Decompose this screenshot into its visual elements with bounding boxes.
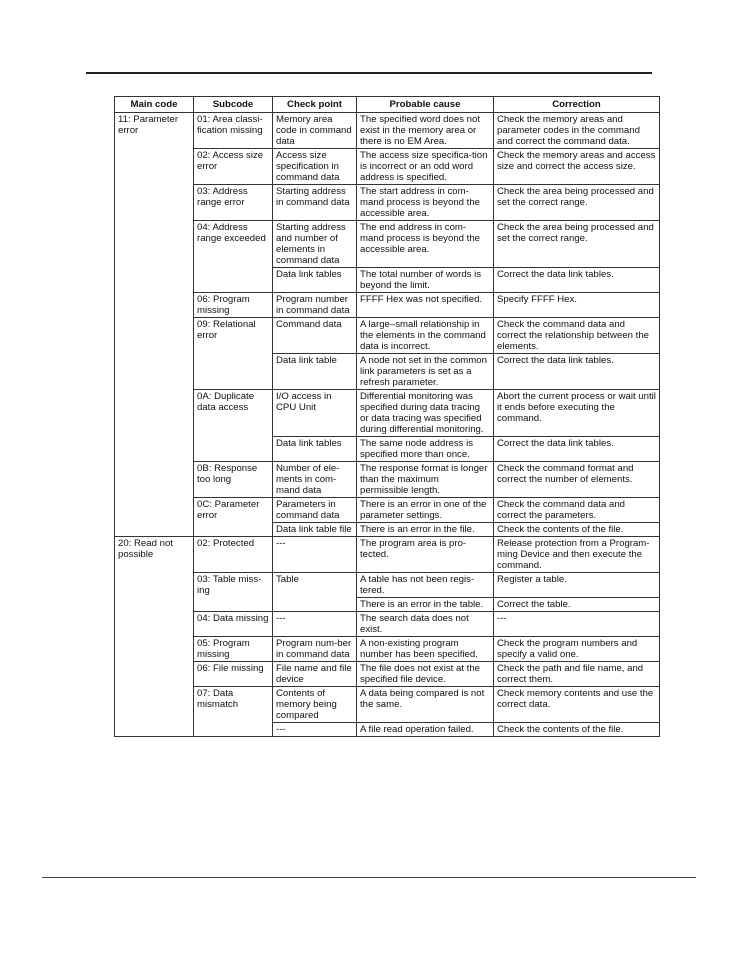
correction-cell: Specify FFFF Hex. — [494, 293, 660, 318]
check-point-cell: Data link table — [273, 354, 357, 390]
probable-cause-cell: The same node address is specified more than once. — [357, 437, 494, 462]
check-point-cell: Memory area code in command data — [273, 113, 357, 149]
correction-cell: Check the command data and correct the parameters. — [494, 498, 660, 523]
probable-cause-cell: The end address in com-mand process is beyond the accessible area. — [357, 221, 494, 268]
correction-cell: Check the path and file name, and correct them. — [494, 662, 660, 687]
probable-cause-cell: There is an error in the table. — [357, 598, 494, 612]
table-row — [115, 293, 660, 318]
header-subcode: Subcode — [194, 97, 273, 113]
subcode-cell: 01: Area classi-fication missing — [194, 113, 273, 149]
error-code-table — [114, 96, 660, 737]
check-point-cell: Access size specification in command data — [273, 149, 357, 185]
subcode-cell: 0B: Response too long — [194, 462, 273, 498]
header-probable-cause: Probable cause — [357, 97, 494, 113]
probable-cause-cell: A table has not been regis-tered. — [357, 573, 494, 598]
table-row — [115, 185, 660, 221]
probable-cause-cell: A data being compared is not the same. — [357, 687, 494, 723]
subcode-cell: 0C: Parameter error — [194, 498, 273, 537]
probable-cause-cell: The specified word does not exist in the memory area or there is no EM Area. — [357, 113, 494, 149]
correction-cell: Check the command data and correct the relationship between the elements. — [494, 318, 660, 354]
table-row — [115, 149, 660, 185]
probable-cause-cell: The total number of words is beyond the limit. — [357, 268, 494, 293]
table-row — [115, 113, 660, 149]
probable-cause-cell: The program area is pro-tected. — [357, 537, 494, 573]
probable-cause-cell: A non-existing program number has been specified. — [357, 637, 494, 662]
subcode-cell: 07: Data mismatch — [194, 687, 273, 737]
check-point-cell: Number of ele-ments in com-mand data — [273, 462, 357, 498]
subcode-cell: 02: Protected — [194, 537, 273, 573]
table-row — [115, 637, 660, 662]
check-point-cell: Starting address and number of elements in command data — [273, 221, 357, 268]
probable-cause-cell: There is an error in one of the parameter settings. — [357, 498, 494, 523]
correction-cell: Correct the data link tables. — [494, 268, 660, 293]
correction-cell: Correct the data link tables. — [494, 437, 660, 462]
check-point-cell: Data link tables — [273, 437, 357, 462]
table-body — [115, 113, 660, 737]
correction-cell: Abort the current process or wait until it ends before executing the command. — [494, 390, 660, 437]
subcode-cell: 09: Relational error — [194, 318, 273, 390]
probable-cause-cell: The start address in com-mand process is beyond the accessible area. — [357, 185, 494, 221]
probable-cause-cell: There is an error in the file. — [357, 523, 494, 537]
correction-cell: Check the program numbers and specify a valid one. — [494, 637, 660, 662]
probable-cause-cell: The access size specifica-tion is incorrect or an odd word address is specified. — [357, 149, 494, 185]
probable-cause-cell: FFFF Hex was not specified. — [357, 293, 494, 318]
subcode-cell: 03: Table miss-ing — [194, 573, 273, 612]
check-point-cell: Command data — [273, 318, 357, 354]
correction-cell: --- — [494, 612, 660, 637]
header-row — [115, 97, 660, 113]
check-point-cell: Table — [273, 573, 357, 612]
table-row — [115, 662, 660, 687]
table-row — [115, 221, 660, 268]
table-row — [115, 462, 660, 498]
probable-cause-cell: A large–small relationship in the elements in the command data is incorrect. — [357, 318, 494, 354]
check-point-cell: Data link tables — [273, 268, 357, 293]
subcode-cell: 04: Address range exceeded — [194, 221, 273, 293]
subcode-cell: 03: Address range error — [194, 185, 273, 221]
subcode-cell: 0A: Duplicate data access — [194, 390, 273, 462]
check-point-cell: Program num-ber in command data — [273, 637, 357, 662]
correction-cell: Correct the table. — [494, 598, 660, 612]
check-point-cell: --- — [273, 723, 357, 737]
check-point-cell: Contents of memory being compared — [273, 687, 357, 723]
header-main-code: Main code — [115, 97, 194, 113]
top-rule — [86, 72, 652, 74]
subcode-cell: 05: Program missing — [194, 637, 273, 662]
header-correction: Correction — [494, 97, 660, 113]
check-point-cell: Data link table file — [273, 523, 357, 537]
header-check-point: Check point — [273, 97, 357, 113]
probable-cause-cell: The response format is longer than the maximum permissible length. — [357, 462, 494, 498]
table-row — [115, 687, 660, 723]
check-point-cell: --- — [273, 537, 357, 573]
correction-cell: Release protection from a Program-ming Device and then execute the command. — [494, 537, 660, 573]
subcode-cell: 06: Program missing — [194, 293, 273, 318]
correction-cell: Check the contents of the file. — [494, 523, 660, 537]
correction-cell: Check the command format and correct the number of elements. — [494, 462, 660, 498]
check-point-cell: Program number in command data — [273, 293, 357, 318]
table-row — [115, 537, 660, 573]
check-point-cell: File name and file device — [273, 662, 357, 687]
subcode-cell: 06: File missing — [194, 662, 273, 687]
correction-cell: Check the area being processed and set the correct range. — [494, 221, 660, 268]
table-row — [115, 390, 660, 437]
check-point-cell: I/O access in CPU Unit — [273, 390, 357, 437]
subcode-cell: 02: Access size error — [194, 149, 273, 185]
check-point-cell: Starting address in command data — [273, 185, 357, 221]
probable-cause-cell: The search data does not exist. — [357, 612, 494, 637]
check-point-cell: --- — [273, 612, 357, 637]
correction-cell: Register a table. — [494, 573, 660, 598]
table-row — [115, 612, 660, 637]
main-code-cell: 20: Read not possible — [115, 537, 194, 737]
correction-cell: Check memory contents and use the correct data. — [494, 687, 660, 723]
table-row — [115, 318, 660, 354]
correction-cell: Correct the data link tables. — [494, 354, 660, 390]
correction-cell: Check the memory areas and access size and correct the access size. — [494, 149, 660, 185]
probable-cause-cell: Differential monitoring was specified during data tracing or data tracing was specified during differential monitoring. — [357, 390, 494, 437]
probable-cause-cell: A node not set in the common link parameters is set as a refresh parameter. — [357, 354, 494, 390]
table-row — [115, 498, 660, 523]
correction-cell: Check the memory areas and parameter codes in the command and correct the command data. — [494, 113, 660, 149]
probable-cause-cell: A file read operation failed. — [357, 723, 494, 737]
bottom-rule — [42, 877, 696, 878]
subcode-cell: 04: Data missing — [194, 612, 273, 637]
correction-cell: Check the area being processed and set the correct range. — [494, 185, 660, 221]
table-row — [115, 573, 660, 598]
check-point-cell: Parameters in command data — [273, 498, 357, 523]
probable-cause-cell: The file does not exist at the specified file device. — [357, 662, 494, 687]
correction-cell: Check the contents of the file. — [494, 723, 660, 737]
main-code-cell: 11: Parameter error — [115, 113, 194, 537]
